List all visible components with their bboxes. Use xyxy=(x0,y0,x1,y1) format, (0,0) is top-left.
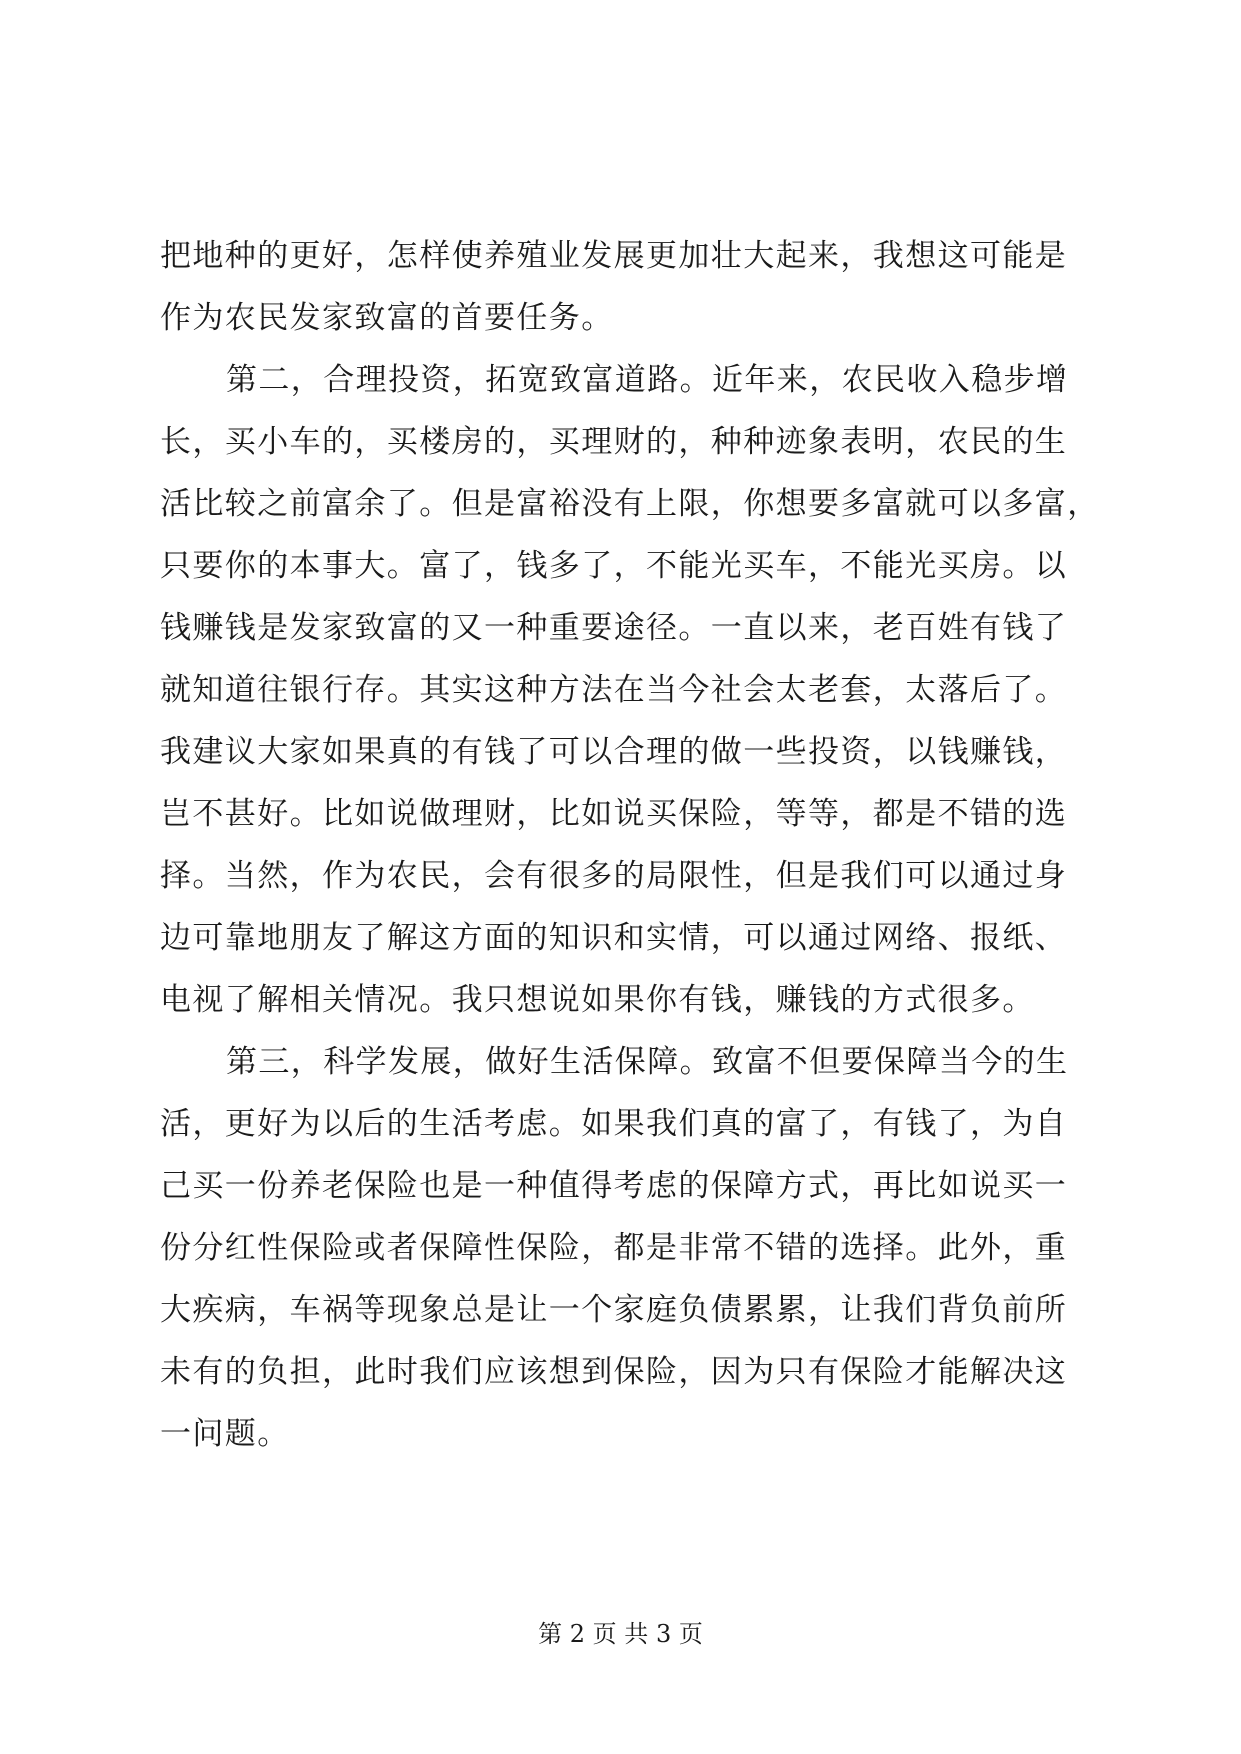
line-text: 未有的负担，此时我们应该想到保险，因为只有保险才能解决这 xyxy=(160,1354,1068,1390)
text-line xyxy=(0,1280,1241,1340)
line-text: 边可靠地朋友了解这方面的知识和实情，可以通过网络、报纸、 xyxy=(160,920,1068,956)
text-line xyxy=(0,1094,1241,1154)
text-line xyxy=(0,288,1241,348)
text-line xyxy=(0,1404,1241,1464)
line-text: 己买一份养老保险也是一种值得考虑的保障方式，再比如说买一 xyxy=(160,1168,1068,1204)
line-text: 大疾病，车祸等现象总是让一个家庭负债累累，让我们背负前所 xyxy=(160,1292,1068,1328)
text-line xyxy=(0,722,1241,782)
text-line xyxy=(0,1342,1241,1402)
text-line xyxy=(0,846,1241,906)
line-text: 第三，科学发展，做好生活保障。致富不但要保障当今的生 xyxy=(226,1044,1069,1080)
page-footer xyxy=(0,1614,1241,1654)
line-text: 一问题。 xyxy=(160,1416,290,1452)
text-line xyxy=(0,908,1241,968)
page-number-label: 第 2 页 共 3 页 xyxy=(538,1620,703,1648)
line-text: 就知道往银行存。其实这种方法在当今社会太老套，太落后了。 xyxy=(160,672,1068,708)
text-line xyxy=(0,474,1241,534)
line-text: 份分红性保险或者保障性保险，都是非常不错的选择。此外，重 xyxy=(160,1230,1068,1266)
text-line xyxy=(0,970,1241,1030)
text-line xyxy=(0,784,1241,844)
line-text: 第二，合理投资，拓宽致富道路。近年来，农民收入稳步增 xyxy=(226,362,1069,398)
line-text: 择。当然，作为农民，会有很多的局限性，但是我们可以通过身 xyxy=(160,858,1068,894)
text-line xyxy=(0,598,1241,658)
line-text: 作为农民发家致富的首要任务。 xyxy=(160,300,614,336)
line-text: 把地种的更好，怎样使养殖业发展更加壮大起来，我想这可能是 xyxy=(160,238,1068,274)
text-line xyxy=(0,226,1241,286)
text-line xyxy=(0,1218,1241,1278)
line-text: 活，更好为以后的生活考虑。如果我们真的富了，有钱了，为自 xyxy=(160,1106,1068,1142)
text-line xyxy=(0,660,1241,720)
line-text: 钱赚钱是发家致富的又一种重要途径。一直以来，老百姓有钱了 xyxy=(160,610,1068,646)
line-text: 电视了解相关情况。我只想说如果你有钱，赚钱的方式很多。 xyxy=(160,982,1035,1018)
line-text: 活比较之前富余了。但是富裕没有上限，你想要多富就可以多富， xyxy=(160,486,1100,522)
line-text: 岂不甚好。比如说做理财，比如说买保险，等等，都是不错的选 xyxy=(160,796,1068,832)
line-text: 我建议大家如果真的有钱了可以合理的做一些投资，以钱赚钱， xyxy=(160,734,1068,770)
text-line xyxy=(0,536,1241,596)
line-text: 只要你的本事大。富了，钱多了，不能光买车，不能光买房。以 xyxy=(160,548,1068,584)
line-text: 长，买小车的，买楼房的，买理财的，种种迹象表明，农民的生 xyxy=(160,424,1068,460)
paragraph-start-line xyxy=(0,350,1241,410)
text-line xyxy=(0,412,1241,472)
paragraph-start-line xyxy=(0,1032,1241,1092)
text-line xyxy=(0,1156,1241,1216)
